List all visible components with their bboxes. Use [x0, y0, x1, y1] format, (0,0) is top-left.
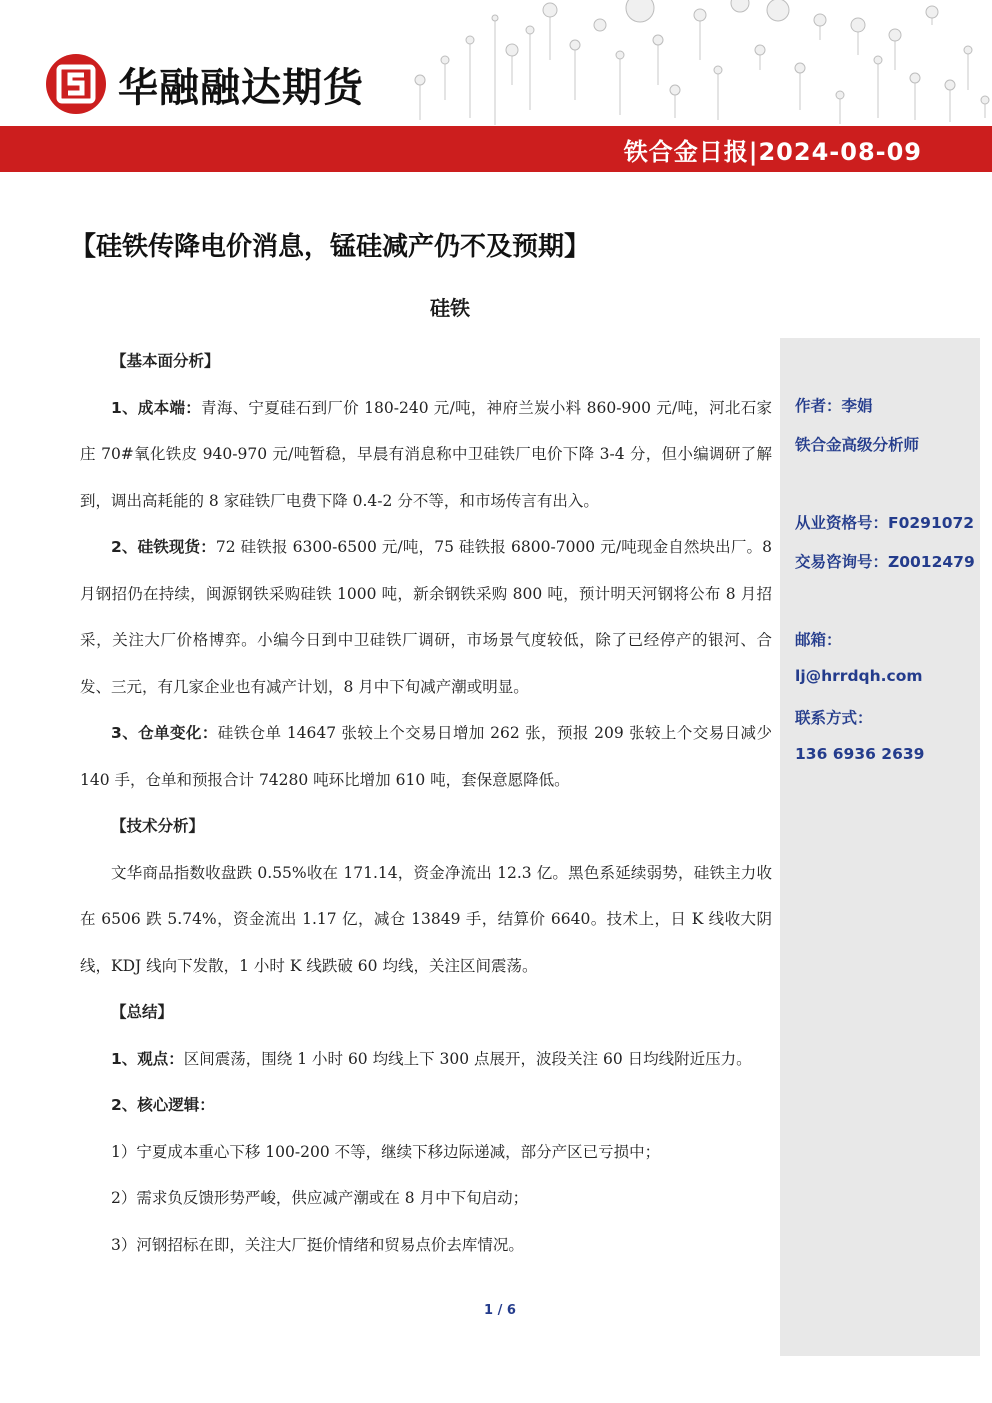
decoration-dot [492, 15, 498, 21]
report-body [80, 338, 772, 1268]
license-number: 从业资格号：F0291072 [795, 514, 975, 532]
decoration-dot [926, 6, 938, 18]
decoration-dot [570, 40, 580, 50]
section-heading-fundamentals: 【基本面分析】 [111, 352, 220, 370]
author-role: 铁合金高级分析师 [795, 436, 920, 454]
logic-item: 2）需求负反馈形势严峻，供应减产潮或在 8 月中下旬启动； [111, 1189, 529, 1207]
decoration-dot [767, 0, 789, 21]
decoration-dot [670, 85, 680, 95]
decoration-dot [653, 35, 663, 45]
paragraph-spot [80, 524, 772, 710]
report-title: 铁合金日报|2024-08-09 [623, 138, 922, 166]
paragraph-text: 青海、宁夏硅石到厂价 180-240 元/吨，神府兰炭小料 860-900 元/吨，河北石家庄 70#氧化铁皮 940-970 元/吨暂稳，早晨有消息称中卫硅铁厂电价下降 3-4 分，但小编调研了解到，调出高耗能的 8 家硅铁厂电费下降 0.4-2 分不等，和市场传言有出入。 [80, 398, 772, 510]
decoration-dot [910, 73, 920, 83]
decoration-dot [594, 19, 606, 31]
page-title: 【硅铁传降电价消息，锰硅减产仍不及预期】 [70, 232, 591, 262]
paragraph-lead: 2、硅铁现货： [111, 538, 216, 556]
logic-item: 1）宁夏成本重心下移 100-200 不等，继续下移边际递减，部分产区已亏损中； [111, 1142, 661, 1161]
decoration-dot [851, 18, 865, 32]
decoration-dot [731, 0, 749, 12]
paragraph-lead: 3、仓单变化： [111, 724, 218, 742]
decoration-dot [616, 51, 624, 59]
decoration-dot [874, 56, 882, 64]
paragraph-text: 硅铁仓单 14647 张较上个交易日增加 262 张，预报 209 张较上个交易日减少 140 手，仓单和预报合计 74280 吨环比增加 610 吨，套保意愿降低。 [80, 724, 772, 789]
decoration-dot [714, 66, 722, 74]
paragraph-warehouse [80, 710, 772, 803]
decoration-dot [836, 91, 844, 99]
section-heading-technical: 【技术分析】 [111, 817, 205, 835]
paragraph-lead: 1、观点： [111, 1049, 184, 1068]
decoration-dot [964, 46, 972, 54]
decoration-dot [466, 36, 474, 44]
paragraph-view [80, 1036, 772, 1083]
decoration-dot [889, 29, 901, 41]
contact-label: 联系方式： [795, 709, 873, 727]
decoration-dot [945, 80, 955, 90]
decoration-dot [441, 56, 449, 64]
decoration-dot [694, 9, 706, 21]
section-heading-summary: 【总结】 [111, 1003, 174, 1021]
email-label: 邮箱： [795, 631, 842, 649]
decoration-dot [506, 44, 518, 56]
decoration-dot [981, 96, 989, 104]
company-logo-icon [44, 52, 108, 116]
header-decoration [400, 0, 992, 130]
core-logic-heading: 2、核心逻辑： [111, 1096, 215, 1114]
email-link[interactable]: lj@hrrdqh.com [795, 667, 923, 685]
decoration-dot [814, 14, 826, 26]
page-subtitle: 硅铁 [430, 296, 470, 320]
paragraph-text: 72 硅铁报 6300-6500 元/吨，75 硅铁报 6800-7000 元/吨现金自然块出厂。8 月钢招仍在持续，闽源钢铁采购硅铁 1000 吨，新余钢铁采购 800 吨，预计明天河钢将公布 8 月招采，关注大厂价格博弈。小编今日到中卫硅铁厂调研，市场景气度较低，除了已经停产的银河、合发、三元，有几家企业也有减产计划，8 月中下旬减产潮或明显。 [80, 538, 772, 696]
decoration-dot [415, 75, 425, 85]
phone-number: 136 6936 2639 [795, 745, 925, 763]
paragraph-text: 区间震荡，围绕 1 小时 60 均线上下 300 点展开，波段关注 60 日均线附近压力。 [183, 1049, 752, 1068]
decoration-dot [543, 3, 557, 17]
company-name: 华融融达期货 [118, 64, 364, 111]
paragraph-cost [80, 385, 772, 525]
decoration-dot [626, 0, 654, 22]
paragraph-lead: 1、成本端： [111, 398, 202, 417]
decoration-dot [795, 63, 805, 73]
logic-item: 3）河钢招标在即，关注大厂挺价情绪和贸易点价去库情况。 [111, 1235, 524, 1254]
author-name: 作者：李娟 [795, 397, 873, 415]
company-logo [44, 52, 364, 116]
decoration-dot [526, 26, 534, 34]
decoration-dot [755, 45, 765, 55]
page-number: 1 / 6 [484, 1303, 516, 1318]
consult-number: 交易咨询号：Z0012479 [795, 553, 975, 571]
author-sidebar [780, 338, 980, 1356]
paragraph-technical: 文华商品指数收盘跌 0.55%收在 171.14，资金净流出 12.3 亿。黑色系延续弱势，硅铁主力收在 6506 跌 5.74%，资金流出 1.17 亿，减仓 13849 手，结算价 6640。技术上，日 K 线收大阴线，KDJ 线向下发散，1 小时 K 线跌破 60 均线，关注区间震荡。 [80, 863, 772, 975]
